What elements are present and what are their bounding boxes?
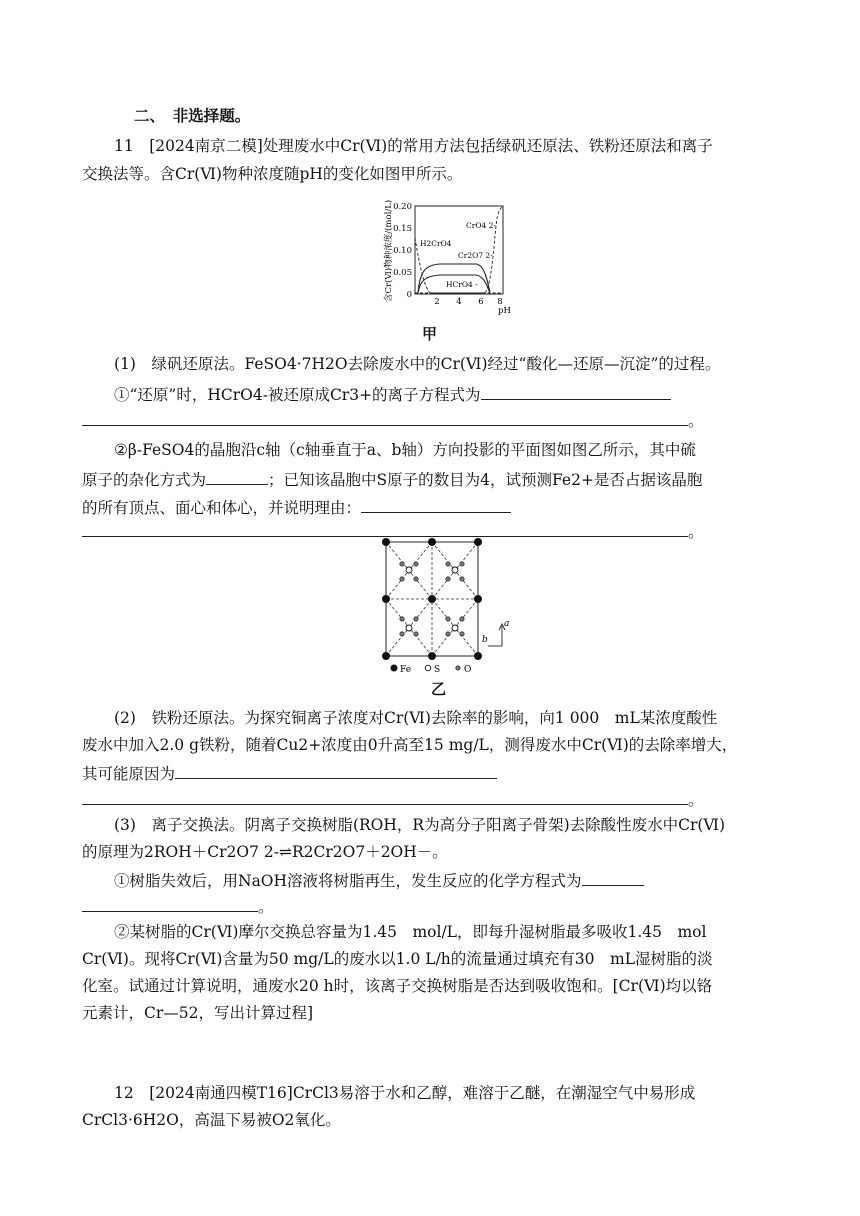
q11-intro-line2: 交换法等。含Cr(Ⅵ)物种浓度随pH的变化如图甲所示。 xyxy=(82,165,463,183)
o-atom xyxy=(460,617,464,621)
q11-part3-b-line1: ②某树脂的Cr(Ⅵ)摩尔交换总容量为1.45 mol/L，即每升湿树脂最多吸收1.45 mol xyxy=(114,923,707,941)
label-hcro4: HCrO4 - xyxy=(446,280,478,289)
q11-part1-b-line2 xyxy=(82,468,702,490)
period-mark: 。 xyxy=(688,791,704,809)
s-atom xyxy=(406,625,412,631)
s-atom xyxy=(406,567,412,573)
answer-blank[interactable] xyxy=(82,895,258,912)
figure-jia-chart xyxy=(380,198,515,318)
fe-atom xyxy=(428,595,436,603)
q11-part3-line1: (3) 离子交换法。阴离子交换树脂(ROH，R为高分子阳离子骨架)去除酸性废水中Cr(Ⅵ) xyxy=(114,816,726,834)
figure-jia-ytick: 0.05 xyxy=(393,268,412,278)
figure-jia-xtick: 4 xyxy=(456,297,462,307)
q11-part2-line2: 废水中加入2.0 g铁粉，随着Cu2+浓度由0升高至15 mg/L，测得废水中Cr(Ⅵ)的去除率增大， xyxy=(82,736,738,754)
figure-jia-xlabel: pH xyxy=(498,306,511,316)
answer-line xyxy=(82,409,704,431)
o-atom xyxy=(400,577,404,581)
legend-s-label: S xyxy=(434,665,441,675)
figure-yi-crystal xyxy=(376,534,526,676)
label-cr2o7: Cr2O7 2- xyxy=(458,251,493,260)
q11-part2-line1: (2) 铁粉还原法。为探究铜离子浓度对Cr(Ⅵ)去除率的影响，向1 000 mL某浓度酸性 xyxy=(114,709,718,727)
fe-atom xyxy=(474,595,482,603)
answer-blank[interactable] xyxy=(206,468,268,485)
o-atom xyxy=(400,562,404,566)
q11-part1-a xyxy=(114,383,671,405)
q12-line2: CrCl3·6H2O，高温下易被O2氧化。 xyxy=(82,1111,341,1129)
fe-atom xyxy=(382,595,390,603)
answer-blank[interactable] xyxy=(361,496,511,513)
q11-part3-b-line2: Cr(Ⅵ)。现将Cr(Ⅵ)含量为50 mg/L的废水以1.0 L/h的流量通过填充有30 mL湿树脂的淡 xyxy=(82,950,713,968)
answer-blank[interactable] xyxy=(175,762,497,779)
o-atom xyxy=(400,617,404,621)
figure-jia-ytick: 0 xyxy=(406,290,412,300)
s-atom xyxy=(452,625,458,631)
o-atom xyxy=(414,617,418,621)
o-atom xyxy=(446,617,450,621)
q11-part3-b-line3: 化室。试通过计算说明，通废水20 h时，该离子交换树脂是否达到吸收饱和。[Cr(Ⅵ)均以铬 xyxy=(82,977,713,995)
q11-part3-b-line4: 元素计，Cr—52，写出计算过程] xyxy=(82,1004,314,1022)
legend-o-marker xyxy=(456,666,460,670)
fe-atom xyxy=(382,652,390,660)
o-atom xyxy=(460,632,464,636)
figure-yi-caption: 乙 xyxy=(431,680,447,698)
q11-part1-title: (1) 绿矾还原法。FeSO4·7H2O去除废水中的Cr(Ⅵ)经过“酸化—还原—沉淀”的过程。 xyxy=(114,355,721,373)
q11-part2-line3 xyxy=(82,762,497,784)
o-atom xyxy=(400,632,404,636)
q11-part1-b-line3-text: 的所有顶点、面心和体心，并说明理由： xyxy=(82,499,362,517)
o-atom xyxy=(460,577,464,581)
section-heading: 二、 非选择题。 xyxy=(134,107,251,125)
legend-o-label: O xyxy=(464,665,472,675)
q12-line1: 12 [2024南通四模T16]CrCl3易溶于水和乙醇，难溶于乙醚，在潮湿空气中易形成 xyxy=(114,1084,696,1102)
period-mark: 。 xyxy=(688,412,704,430)
o-atom xyxy=(414,562,418,566)
q11-part3-line2: 的原理为2ROH＋Cr2O7 2-⇌R2Cr2O7＋2OH－。 xyxy=(82,843,448,861)
q11-intro-line1: 11 [2024南京二模]处理废水中Cr(Ⅵ)的常用方法包括绿矾还原法、铁粉还原法和离子 xyxy=(114,137,713,155)
fe-atom xyxy=(428,652,436,660)
legend-fe-marker xyxy=(391,665,398,672)
answer-blank[interactable] xyxy=(82,409,688,426)
o-atom xyxy=(446,562,450,566)
fe-atom xyxy=(428,538,436,546)
o-atom xyxy=(446,632,450,636)
o-atom xyxy=(446,577,450,581)
q11-part1-a-text: ①“还原”时，HCrO4-被还原成Cr3+的离子方程式为 xyxy=(114,386,481,404)
axis-b-label: b xyxy=(482,635,488,645)
period-mark: 。 xyxy=(258,898,274,916)
legend-fe-label: Fe xyxy=(400,665,412,675)
answer-line xyxy=(82,788,704,810)
answer-line xyxy=(82,895,274,917)
label-cro4: CrO4 2- xyxy=(466,221,496,230)
figure-jia-ytick: 0.10 xyxy=(393,246,412,256)
answer-blank[interactable] xyxy=(481,383,671,400)
q11-part3-a-text: ①树脂失效后，用NaOH溶液将树脂再生，发生反应的化学方程式为 xyxy=(114,872,582,890)
o-atom xyxy=(414,632,418,636)
q11-part1-b-line3 xyxy=(82,496,511,518)
fe-atom xyxy=(382,538,390,546)
axis-indicator xyxy=(488,624,505,646)
fe-atom xyxy=(474,538,482,546)
figure-jia-ytick: 0.20 xyxy=(393,202,412,212)
fe-atom xyxy=(474,652,482,660)
answer-blank[interactable] xyxy=(82,788,688,805)
figure-jia-xtick: 2 xyxy=(434,297,440,307)
o-atom xyxy=(460,562,464,566)
q11-part1-b-line2-text: 原子的杂化方式为 xyxy=(82,471,207,489)
q11-part3-a xyxy=(114,869,644,891)
q11-part1-b-line2-text-b: ；已知该晶胞中S原子的数目为4，试预测Fe2+是否占据该晶胞 xyxy=(268,471,703,489)
figure-jia-ytick: 0.15 xyxy=(393,224,412,234)
figure-jia-xtick: 6 xyxy=(478,297,484,307)
figure-jia-ylabel: 含Cr(Ⅵ)物种浓度/(mol/L) xyxy=(384,199,394,302)
s-atom xyxy=(452,567,458,573)
answer-blank[interactable] xyxy=(582,869,644,886)
q11-part2-line3-text: 其可能原因为 xyxy=(82,765,176,783)
figure-jia-caption: 甲 xyxy=(422,325,438,343)
axis-a-label: a xyxy=(504,619,510,629)
period-mark: 。 xyxy=(688,523,704,541)
q11-part1-b-line1: ②β-FeSO4的晶胞沿c轴（c轴垂直于a、b轴）方向投影的平面图如图乙所示，其中硫 xyxy=(114,441,696,459)
figure-jia-xtick: 8 xyxy=(497,297,503,307)
o-atom xyxy=(414,577,418,581)
legend-s-marker xyxy=(425,665,431,671)
label-h2cro4: H2CrO4 xyxy=(420,239,452,248)
